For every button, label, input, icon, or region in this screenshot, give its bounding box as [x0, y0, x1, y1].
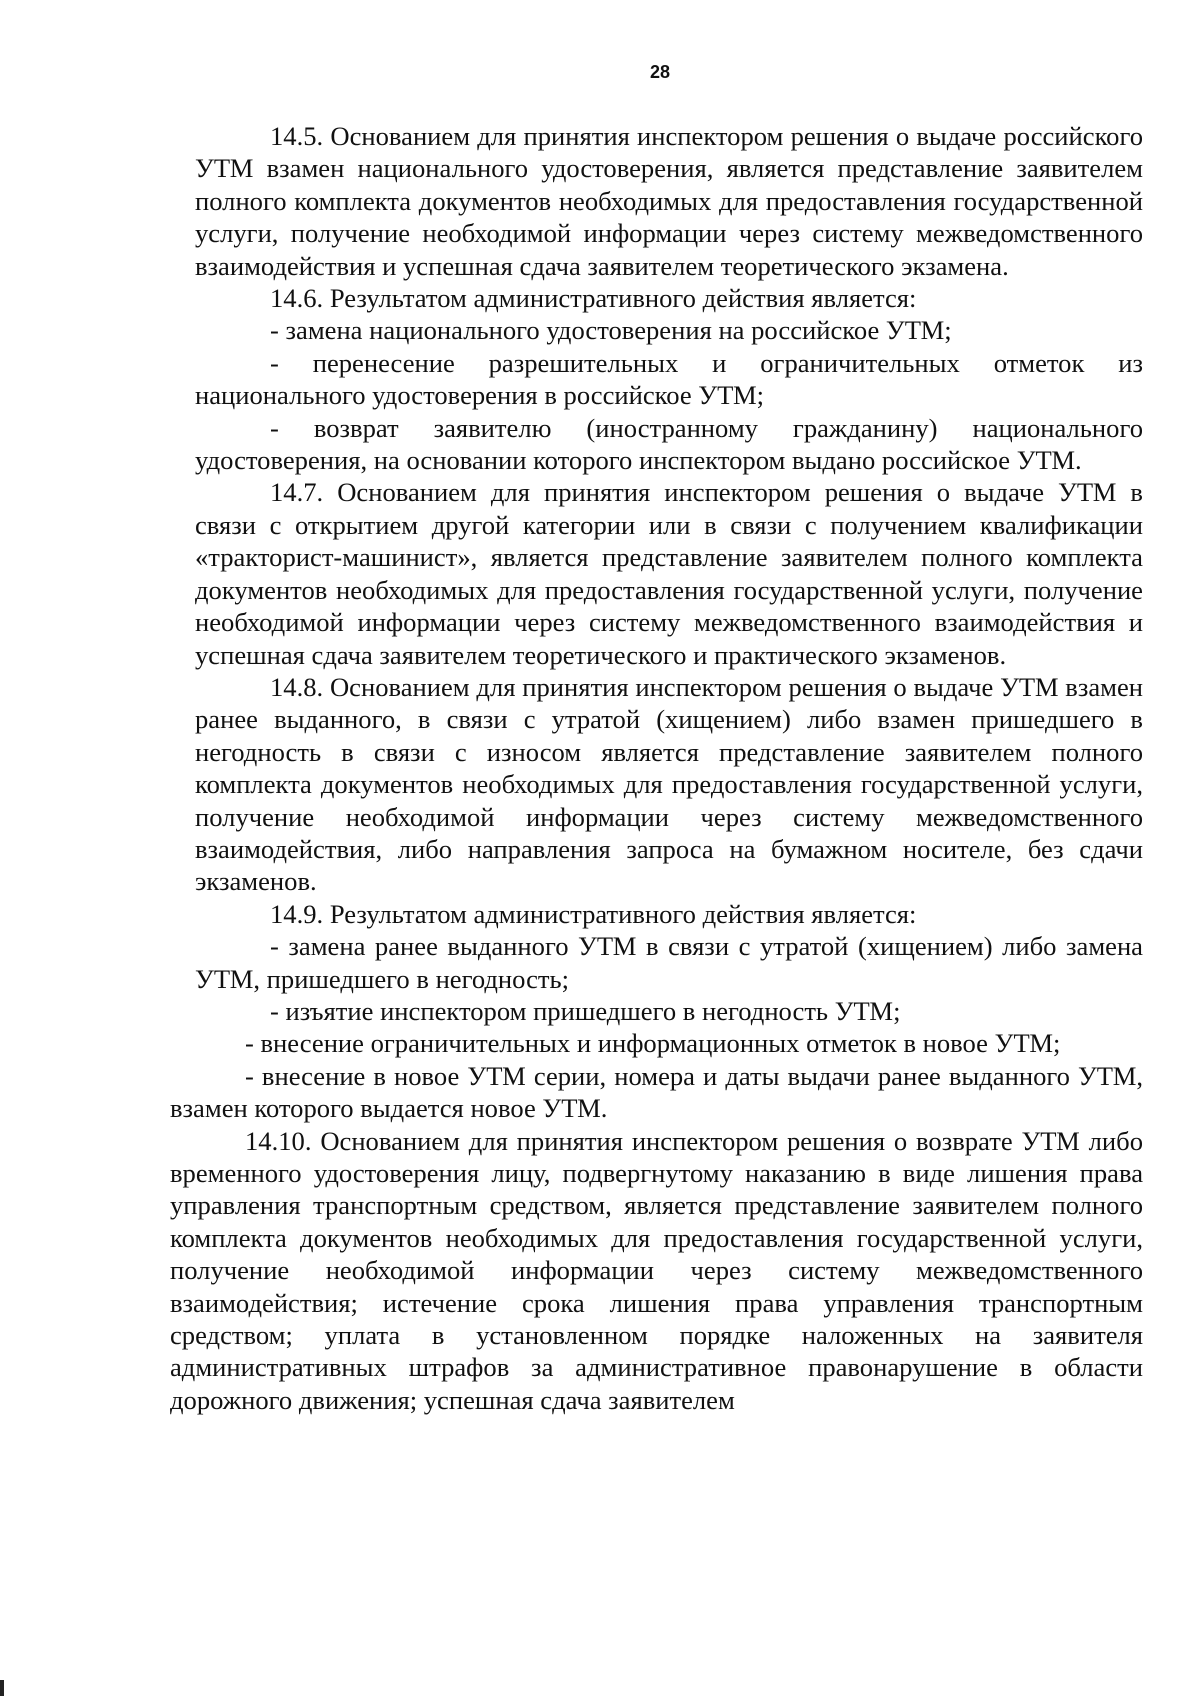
paragraph-14-10: 14.10. Основанием для принятия инспектором решения о возврате УТМ либо временного удостоверения лицу, подвергнутому наказанию в виде лишения права управления транспортным средством, является представление заявителем полного комплекта документов необходимых для предоставления государственной услуги, получение необходимой информации через систему межведомственного взаимодействия; истечение срока лишения права управления транспортным средством; уплата в установленном порядке наложенных на заявителя административных штрафов за административное правонарушение в области дорожного движения; успешная сдача заявителем — [170, 1125, 1143, 1415]
list-item: - внесение в новое УТМ серии, номера и даты выдачи ранее выданного УТМ, взамен которого выдается новое УТМ. — [170, 1060, 1143, 1124]
list-item: - замена национального удостоверения на российское УТМ; — [270, 315, 952, 346]
paragraph-14-6: 14.6. Результатом административного действия является: — [270, 283, 917, 314]
paragraph-14-9: 14.9. Результатом административного действия является: — [270, 898, 917, 929]
paragraph-14-5: 14.5. Основанием для принятия инспектором решения о выдаче российского УТМ взамен национального удостоверения, является представление заявителем полного комплекта документов необходимых для предоставления государственной услуги, получение необходимой информации через систему межведомственного взаимодействия и успешная сдача заявителем теоретического экзамена. — [195, 121, 1143, 281]
document-body — [170, 120, 1143, 1416]
list-item: - возврат заявителю (иностранному гражданину) национального удостоверения, на основании которого инспектором выдано российское УТМ. — [195, 412, 1143, 476]
scan-edge-mark — [0, 1680, 4, 1696]
list-item: - перенесение разрешительных и ограничительных отметок из национального удостоверения в российское УТМ; — [195, 347, 1143, 411]
paragraph-14-7: 14.7. Основанием для принятия инспектором решения о выдаче УТМ в связи с открытием другой категории или в связи с получением квалификации «тракторист-машинист», является представление заявителем полного комплекта документов необходимых для предоставления государственной услуги, получение необходимой информации через систему межведомственного взаимодействия и успешная сдача заявителем теоретического и практического экзаменов. — [195, 477, 1143, 670]
paragraph-14-8: 14.8. Основанием для принятия инспектором решения о выдаче УТМ взамен ранее выданного, в связи с утратой (хищением) либо взамен пришедшего в негодность в связи с износом является представление заявителем полного комплекта документов необходимых для предоставления государственной услуги, получение необходимой информации через систему межведомственного взаимодействия, либо направления запроса на бумажном носителе, без сдачи экзаменов. — [195, 671, 1143, 897]
list-item: - изъятие инспектором пришедшего в негодность УТМ; — [270, 995, 901, 1026]
page-number: 28 — [649, 62, 671, 82]
list-item: - замена ранее выданного УТМ в связи с утратой (хищением) либо замена УТМ, пришедшего в негодность; — [195, 931, 1143, 994]
list-item: - внесение ограничительных и информационных отметок в новое УТМ; — [245, 1028, 1061, 1059]
